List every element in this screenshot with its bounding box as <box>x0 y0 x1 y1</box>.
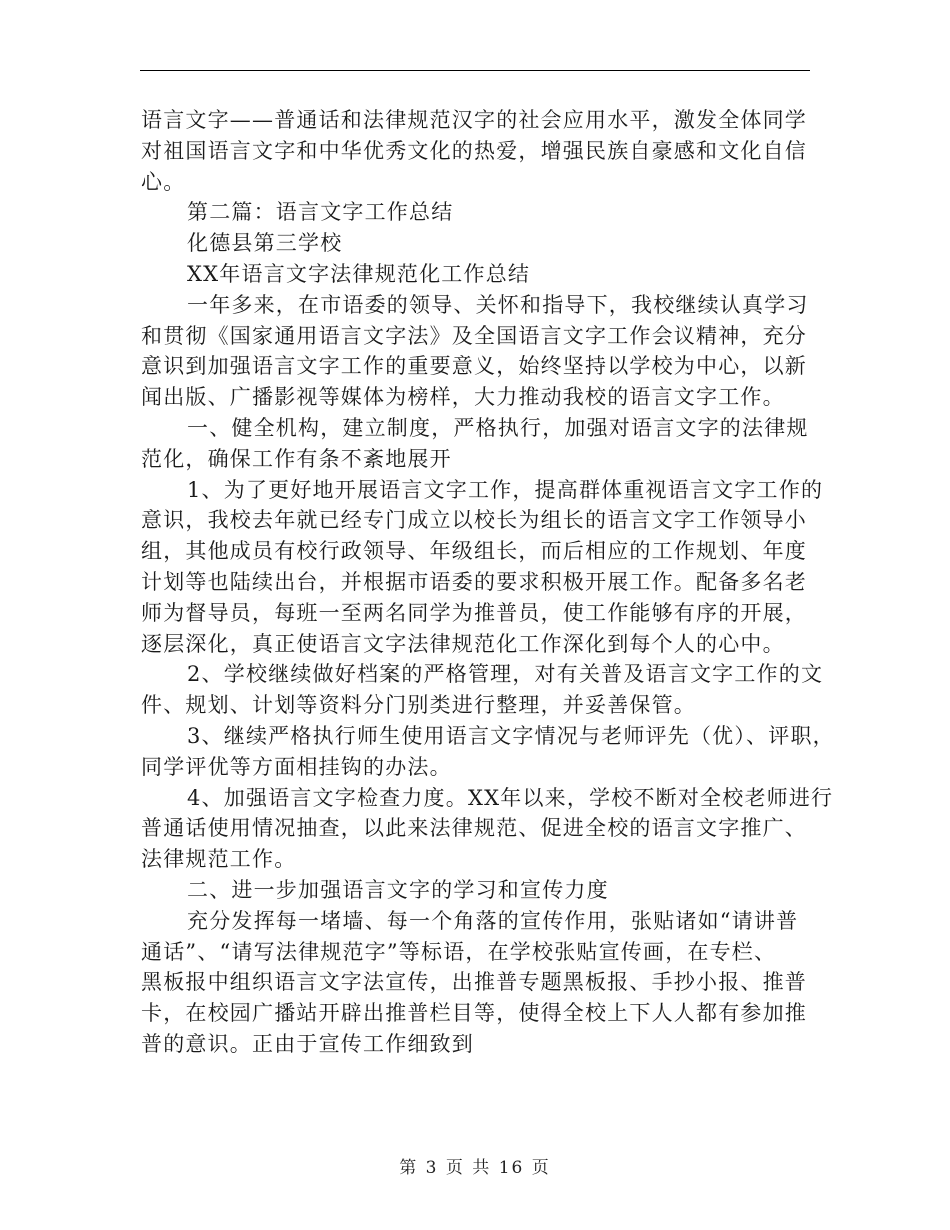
text-line: XX年语言文字法律规范化工作总结 <box>187 261 531 286</box>
text-line: 一年多来，在市语委的领导、关怀和指导下，我校继续认真学习 <box>187 292 809 317</box>
header-rule <box>140 70 810 71</box>
text-line: 第二篇：语言文字工作总结 <box>187 200 454 225</box>
text-line: 组，其他成员有校行政领导、年级组长，而后相应的工作规划、年度 <box>141 539 807 564</box>
text-line: 1、为了更好地开展语言文字工作，提高群体重视语言文字工作的 <box>187 477 824 502</box>
text-line: 件、规划、计划等资料分门别类进行整理，并妥善保管。 <box>141 693 696 718</box>
text-line: 普的意识。正由于宣传工作细致到 <box>141 1031 474 1056</box>
text-line: 逐层深化，真正使语言文字法律规范化工作深化到每个人的心中。 <box>141 631 785 656</box>
text-line: 一、健全机构，建立制度，严格执行，加强对语言文字的法律规 <box>187 415 809 440</box>
text-line: 黑板报中组织语言文字法宣传，出推普专题黑板报、手抄小报、推普 <box>141 970 807 995</box>
text-line: 闻出版、广播影视等媒体为榜样，大力推动我校的语言文字工作。 <box>141 385 785 410</box>
text-line: 意识，我校去年就已经专门成立以校长为组长的语言文字工作领导小 <box>141 508 807 533</box>
text-line: 3、继续严格执行师生使用语言文字情况与老师评先（优）、评职， <box>187 723 835 748</box>
text-line: 同学评优等方面相挂钩的办法。 <box>141 754 452 779</box>
page-footer <box>0 1153 950 1178</box>
text-line: 4、加强语言文字检查力度。XX年以来，学校不断对全校老师进行 <box>187 785 834 810</box>
text-line: 充分发挥每一堵墙、每一个角落的宣传作用，张贴诸如“请讲普 <box>187 908 799 933</box>
text-line: 范化，确保工作有条不紊地展开 <box>141 446 452 471</box>
text-line: 意识到加强语言文字工作的重要意义，始终坚持以学校为中心，以新 <box>141 354 807 379</box>
text-line: 心。 <box>141 169 186 194</box>
text-line: 化德县第三学校 <box>187 231 343 256</box>
text-line: 师为督导员，每班一至两名同学为推普员，使工作能够有序的开展， <box>141 600 807 625</box>
page-number-label: 第 3 页 共 16 页 <box>399 1158 551 1178</box>
text-line: 法律规范工作。 <box>141 847 297 872</box>
text-line: 计划等也陆续出台，并根据市语委的要求积极开展工作。配备多名老 <box>141 569 807 594</box>
text-line: 通话”、“请写法律规范字”等标语，在学校张贴宣传画，在专栏、 <box>141 939 777 964</box>
text-line: 卡，在校园广播站开辟出推普栏目等，使得全校上下人人都有参加推 <box>141 1001 807 1026</box>
text-line: 和贯彻《国家通用语言文字法》及全国语言文字工作会议精神，充分 <box>141 323 807 348</box>
text-line: 普通话使用情况抽查，以此来法律规范、促进全校的语言文字推广、 <box>141 816 807 841</box>
text-line: 对祖国语言文字和中华优秀文化的热爱，增强民族自豪感和文化自信 <box>141 138 807 163</box>
text-line: 二、进一步加强语言文字的学习和宣传力度 <box>187 877 609 902</box>
document-body <box>141 105 835 1060</box>
text-line: 2、学校继续做好档案的严格管理，对有关普及语言文字工作的文 <box>187 662 824 687</box>
text-line: 语言文字——普通话和法律规范汉字的社会应用水平，激发全体同学 <box>141 108 807 132</box>
